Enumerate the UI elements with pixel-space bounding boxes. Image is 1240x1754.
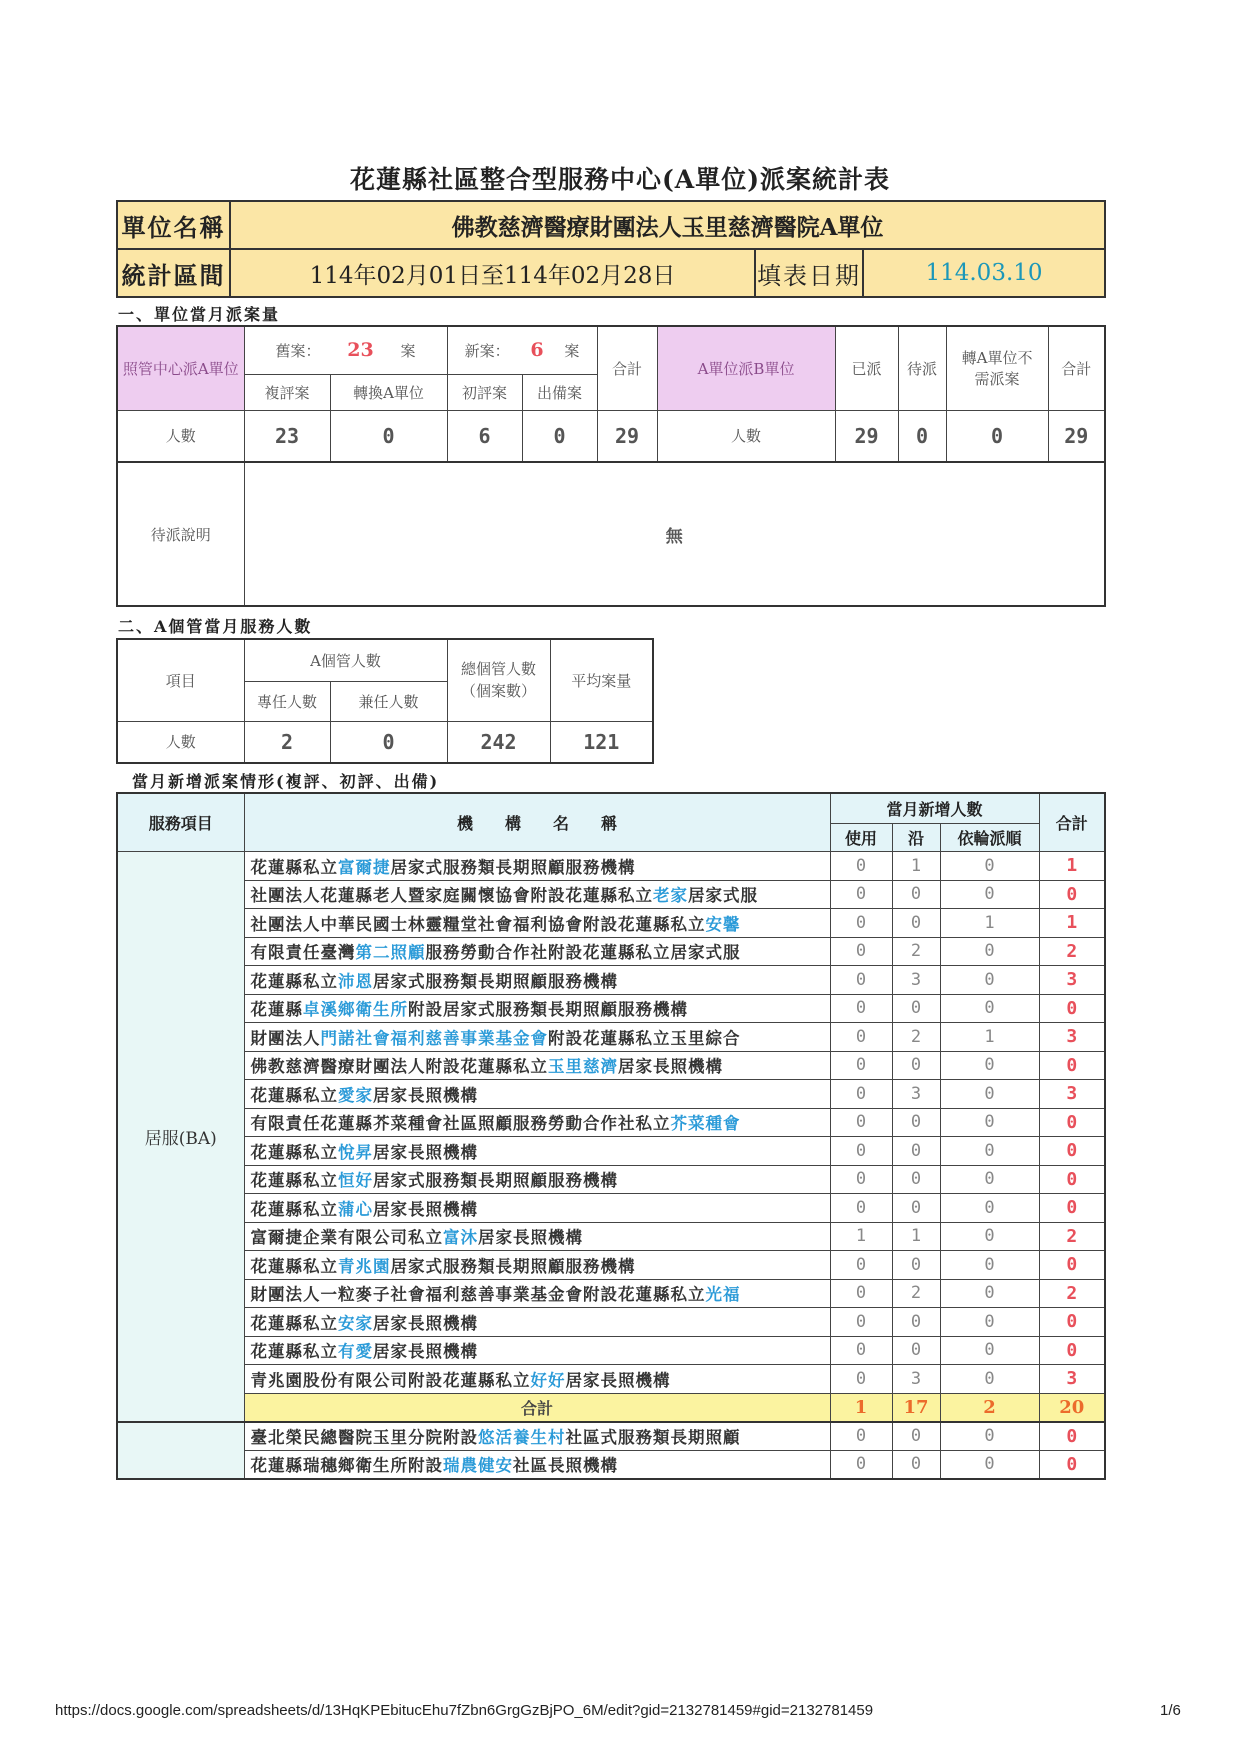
org-short-name: 玉里慈濟 [548, 1057, 618, 1077]
follow-count: 2 [892, 1023, 940, 1052]
total-cases-label: 總個管人數（個案數） [447, 639, 550, 721]
follow-count: 0 [892, 1051, 940, 1080]
table-row [117, 1080, 1105, 1109]
org-name: 花蓮縣卓溪鄉衛生所附設居家式服務類長期照顧服務機構 [244, 994, 830, 1023]
col-follow: 沿 [892, 823, 940, 852]
use-count: 0 [830, 1336, 892, 1365]
col-reassess: 複評案 [244, 374, 330, 410]
table-row [117, 1308, 1105, 1337]
row-total: 0 [1039, 1251, 1105, 1280]
col-right-total: 合計 [1048, 326, 1105, 410]
col-rotation: 依輪派順 [940, 823, 1039, 852]
follow-count: 0 [892, 1422, 940, 1451]
org-name: 花蓮縣私立青兆園居家式服務類長期照顧服務機構 [244, 1251, 830, 1280]
right-group-label: A單位派B單位 [657, 326, 835, 410]
use-count: 0 [830, 1051, 892, 1080]
value-dispatched: 29 [835, 410, 898, 462]
table-row [117, 1051, 1105, 1080]
col-use: 使用 [830, 823, 892, 852]
rotation-count: 0 [940, 1194, 1039, 1223]
org-short-name: 富爾捷 [338, 857, 391, 877]
org-short-name: 青兆園 [338, 1256, 391, 1276]
follow-count: 3 [892, 966, 940, 995]
follow-count: 2 [892, 1279, 940, 1308]
table-row [117, 1165, 1105, 1194]
table-row [117, 937, 1105, 966]
use-count: 0 [830, 1251, 892, 1280]
table-row [117, 1194, 1105, 1223]
org-short-name: 富沐 [443, 1228, 478, 1248]
org-name: 臺北榮民總醫院玉里分院附設悠活養生村社區式服務類長期照顧 [244, 1422, 830, 1451]
follow-count: 0 [892, 1308, 940, 1337]
row-label-right: 人數 [657, 410, 835, 462]
old-case-label: 舊案： [275, 342, 321, 361]
use-count: 0 [830, 852, 892, 881]
fulltime-label: 專任人數 [244, 681, 330, 721]
follow-count: 1 [892, 852, 940, 881]
dispatch-volume-table [116, 325, 1106, 607]
use-count: 0 [830, 1279, 892, 1308]
value-pending: 0 [898, 410, 946, 462]
col-total: 合計 [1039, 793, 1105, 852]
page-number: 1/6 [1160, 1702, 1181, 1719]
org-short-name: 沛恩 [338, 971, 373, 991]
section3-heading: 當月新增派案情形(複評、初評、出備) [132, 772, 440, 791]
use-count: 0 [830, 909, 892, 938]
row-total: 0 [1039, 1165, 1105, 1194]
follow-count: 0 [892, 1450, 940, 1479]
follow-count: 0 [892, 1194, 940, 1223]
org-name: 社團法人中華民國士林靈糧堂社會福利協會附設花蓮縣私立安馨 [244, 909, 830, 938]
use-count: 0 [830, 1450, 892, 1479]
org-name: 青兆園股份有限公司附設花蓮縣私立好好居家長照機構 [244, 1365, 830, 1394]
org-name: 花蓮縣私立蒲心居家長照機構 [244, 1194, 830, 1223]
table-row [117, 1365, 1105, 1394]
row-total: 3 [1039, 1080, 1105, 1109]
use-count: 0 [830, 1165, 892, 1194]
parttime-label: 兼任人數 [330, 681, 447, 721]
service-category: 居服(BA) [117, 852, 244, 1422]
org-name: 花蓮縣私立有愛居家長照機構 [244, 1336, 830, 1365]
use-count: 0 [830, 1308, 892, 1337]
table-row [117, 1108, 1105, 1137]
parttime-value: 0 [330, 721, 447, 763]
follow-count: 3 [892, 1365, 940, 1394]
sum-use: 1 [830, 1393, 892, 1422]
use-count: 0 [830, 937, 892, 966]
old-case-cell [244, 326, 447, 374]
new-case-label: 新案： [464, 342, 510, 361]
org-short-name: 門諾社會福利慈善事業基金會 [320, 1028, 548, 1048]
table-row [117, 1422, 1105, 1451]
service-category [117, 1422, 244, 1479]
org-short-name: 光福 [705, 1285, 741, 1305]
row-total: 0 [1039, 1336, 1105, 1365]
col-initial: 初評案 [447, 374, 522, 410]
org-name: 社團法人花蓮縣老人暨家庭關懷協會附設花蓮縣私立老家居家式服 [244, 880, 830, 909]
case-mgr-label: A個管人數 [244, 639, 447, 681]
left-group-label: 照管中心派A單位 [117, 326, 244, 410]
follow-count: 0 [892, 994, 940, 1023]
col-org: 機 構 名 稱 [244, 793, 830, 852]
org-name: 花蓮縣私立恒好居家式服務類長期照顧服務機構 [244, 1165, 830, 1194]
org-short-name: 安家 [338, 1313, 373, 1333]
rotation-count: 0 [940, 852, 1039, 881]
org-name: 財團法人門諾社會福利慈善事業基金會附設花蓮縣私立玉里綜合 [244, 1023, 830, 1052]
section2-heading: 二、A個管當月服務人數 [118, 617, 313, 636]
row-total: 0 [1039, 1422, 1105, 1451]
org-short-name: 悠活養生村 [478, 1428, 566, 1447]
period-label: 統計區間 [117, 249, 230, 297]
org-short-name: 蒲心 [338, 1199, 373, 1219]
org-short-name: 有愛 [338, 1342, 373, 1362]
avg-label: 平均案量 [550, 639, 653, 721]
col-new: 當月新增人數 [830, 793, 1039, 823]
col-transfer: 轉換A單位 [330, 374, 447, 410]
sum-follow: 17 [892, 1393, 940, 1422]
table-row [117, 994, 1105, 1023]
new-case-value: 6 [530, 339, 544, 362]
row-total: 0 [1039, 1194, 1105, 1223]
org-short-name: 芥菜種會 [670, 1114, 741, 1134]
follow-count: 0 [892, 909, 940, 938]
use-count: 0 [830, 994, 892, 1023]
footer-url: https://docs.google.com/spreadsheets/d/13HqKPEbitucEhu7fZbn6GrgGzBjPO_6M/edit?gid=2132781459#gid=2132781459 [55, 1702, 874, 1719]
follow-count: 3 [892, 1080, 940, 1109]
follow-count: 0 [892, 1137, 940, 1166]
table-row [117, 1251, 1105, 1280]
follow-count: 0 [892, 880, 940, 909]
pending-note-label: 待派說明 [117, 462, 244, 606]
rotation-count: 0 [940, 1165, 1039, 1194]
org-short-name: 老家 [653, 886, 688, 906]
row-total: 3 [1039, 1023, 1105, 1052]
row-total: 0 [1039, 1137, 1105, 1166]
org-short-name: 恒好 [338, 1171, 373, 1191]
row-total: 0 [1039, 1108, 1105, 1137]
new-case-cell [447, 326, 597, 374]
row-label: 人數 [117, 721, 244, 763]
table-row [117, 1336, 1105, 1365]
case-manager-table [116, 638, 654, 764]
period-value: 114年02月01日至114年02月28日 [230, 249, 755, 297]
unit-name: 佛教慈濟醫療財團法人玉里慈濟醫院A單位 [230, 201, 1105, 249]
org-name: 佛教慈濟醫療財團法人附設花蓮縣私立玉里慈濟居家長照機構 [244, 1051, 830, 1080]
row-total: 0 [1039, 994, 1105, 1023]
org-name: 有限責任花蓮縣芥菜種會社區照顧服務勞動合作社私立芥菜種會 [244, 1108, 830, 1137]
rotation-count: 0 [940, 1108, 1039, 1137]
follow-count: 2 [892, 937, 940, 966]
value-right-total: 29 [1048, 410, 1105, 462]
row-total: 3 [1039, 966, 1105, 995]
org-short-name: 好好 [530, 1370, 566, 1390]
table-row [117, 966, 1105, 995]
table-row [117, 1137, 1105, 1166]
sum-rotation: 2 [940, 1393, 1039, 1422]
sum-total: 20 [1039, 1393, 1105, 1422]
org-name: 花蓮縣私立沛恩居家式服務類長期照顧服務機構 [244, 966, 830, 995]
org-short-name: 卓溪鄉衛生所 [303, 1000, 408, 1020]
org-short-name: 安馨 [705, 914, 741, 934]
use-count: 0 [830, 966, 892, 995]
follow-count: 0 [892, 1108, 940, 1137]
row-total: 3 [1039, 1365, 1105, 1394]
org-name: 花蓮縣瑞穗鄉衛生所附設瑞農健安社區長照機構 [244, 1450, 830, 1479]
rotation-count: 0 [940, 1251, 1039, 1280]
use-count: 0 [830, 1080, 892, 1109]
avg-value: 121 [550, 721, 653, 763]
org-name: 花蓮縣私立愛家居家長照機構 [244, 1080, 830, 1109]
unit-name-label: 單位名稱 [117, 201, 230, 249]
value-transfer: 0 [330, 410, 447, 462]
follow-count: 0 [892, 1336, 940, 1365]
rotation-count: 0 [940, 1308, 1039, 1337]
sum-row [117, 1393, 1105, 1422]
row-total: 0 [1039, 1051, 1105, 1080]
row-total: 0 [1039, 1308, 1105, 1337]
use-count: 0 [830, 1422, 892, 1451]
follow-count: 0 [892, 1251, 940, 1280]
fulltime-value: 2 [244, 721, 330, 763]
org-name: 財團法人一粒麥子社會福利慈善事業基金會附設花蓮縣私立光福 [244, 1279, 830, 1308]
row-total: 2 [1039, 1279, 1105, 1308]
follow-count: 0 [892, 1165, 940, 1194]
org-short-name: 第二照顧 [355, 943, 426, 963]
left-total-label: 合計 [597, 326, 657, 410]
item-label: 項目 [117, 639, 244, 721]
value-reassess: 23 [244, 410, 330, 462]
fill-date-label: 填表日期 [755, 249, 863, 297]
old-case-value: 23 [347, 339, 374, 362]
total-cases-value: 242 [447, 721, 550, 763]
org-short-name: 瑞農健安 [443, 1456, 513, 1475]
header-table [116, 200, 1106, 298]
section1-heading: 一、單位當月派案量 [118, 305, 281, 324]
rotation-count: 0 [940, 1051, 1039, 1080]
rotation-count: 0 [940, 1422, 1039, 1451]
col-no-dispatch: 轉A單位不需派案 [946, 326, 1048, 410]
org-name: 花蓮縣私立安家居家長照機構 [244, 1308, 830, 1337]
table-row [117, 852, 1105, 881]
use-count: 0 [830, 1365, 892, 1394]
rotation-count: 0 [940, 1222, 1039, 1251]
rotation-count: 0 [940, 1450, 1039, 1479]
value-no-dispatch: 0 [946, 410, 1048, 462]
pending-note-value: 無 [244, 462, 1105, 606]
value-initial: 6 [447, 410, 522, 462]
use-count: 0 [830, 1023, 892, 1052]
col-service: 服務項目 [117, 793, 244, 852]
rotation-count: 0 [940, 1365, 1039, 1394]
table-row [117, 1450, 1105, 1479]
row-total: 2 [1039, 1222, 1105, 1251]
org-name: 花蓮縣私立悅昇居家長照機構 [244, 1137, 830, 1166]
sum-label: 合計 [244, 1393, 830, 1422]
row-total: 1 [1039, 852, 1105, 881]
rotation-count: 1 [940, 1023, 1039, 1052]
rotation-count: 0 [940, 937, 1039, 966]
rotation-count: 0 [940, 1336, 1039, 1365]
table-row [117, 1279, 1105, 1308]
table-row [117, 880, 1105, 909]
use-count: 1 [830, 1222, 892, 1251]
old-case-unit: 案 [400, 342, 416, 361]
new-dispatch-table [116, 792, 1106, 1480]
use-count: 0 [830, 1194, 892, 1223]
row-label: 人數 [117, 410, 244, 462]
table-row [117, 1023, 1105, 1052]
rotation-count: 0 [940, 994, 1039, 1023]
org-name: 富爾捷企業有限公司私立富沐居家長照機構 [244, 1222, 830, 1251]
use-count: 0 [830, 880, 892, 909]
rotation-count: 0 [940, 1080, 1039, 1109]
follow-count: 1 [892, 1222, 940, 1251]
rotation-count: 0 [940, 880, 1039, 909]
table-row [117, 909, 1105, 938]
col-pending: 待派 [898, 326, 946, 410]
org-short-name: 愛家 [338, 1085, 373, 1105]
new-case-unit: 案 [564, 342, 580, 361]
fill-date-value: 114.03.10 [863, 249, 1105, 297]
org-name: 有限責任臺灣第二照顧服務勞動合作社附設花蓮縣私立居家式服 [244, 937, 830, 966]
org-name: 花蓮縣私立富爾捷居家式服務類長期照顧服務機構 [244, 852, 830, 881]
rotation-count: 0 [940, 1279, 1039, 1308]
use-count: 0 [830, 1137, 892, 1166]
col-discharge: 出備案 [522, 374, 597, 410]
rotation-count: 0 [940, 1137, 1039, 1166]
page-title: 花蓮縣社區整合型服務中心(A單位)派案統計表 [349, 165, 891, 194]
row-total: 1 [1039, 909, 1105, 938]
rotation-count: 1 [940, 909, 1039, 938]
row-total: 0 [1039, 880, 1105, 909]
col-dispatched: 已派 [835, 326, 898, 410]
value-discharge: 0 [522, 410, 597, 462]
value-left-total: 29 [597, 410, 657, 462]
row-total: 2 [1039, 937, 1105, 966]
rotation-count: 0 [940, 966, 1039, 995]
row-total: 0 [1039, 1450, 1105, 1479]
org-short-name: 悅昇 [338, 1142, 373, 1162]
table-row [117, 1222, 1105, 1251]
use-count: 0 [830, 1108, 892, 1137]
